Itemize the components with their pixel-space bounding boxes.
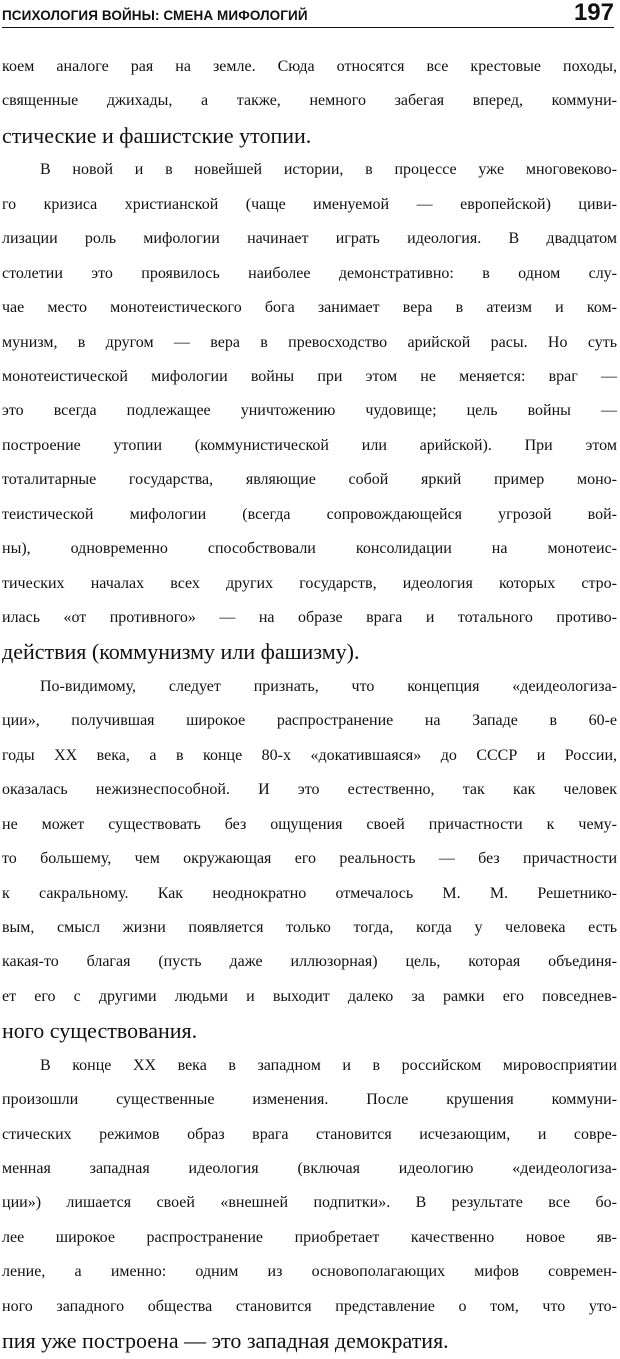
text-line: мунизм, в другом — вера в превосходство арийской расы. Но суть bbox=[2, 333, 617, 351]
text-line: священные джихады, а также, немного забегая вперед, коммуни- bbox=[2, 92, 617, 110]
text-line: коем аналоге рая на земле. Сюда относятся все крестовые походы, bbox=[2, 58, 617, 75]
text-line: теистической мифологии (всегда сопровождающейся угрозой вой- bbox=[2, 505, 617, 523]
text-line: вым, смысл жизни появляется только тогда, когда у человека есть bbox=[2, 918, 617, 936]
text-line: тических началах всех других государств, идеология которых стро- bbox=[2, 574, 617, 592]
text-line: стических режимов образ врага становится исчезающим, и совре- bbox=[2, 1125, 617, 1143]
text-line: ление, а именно: одним из основополагающих мифов современ- bbox=[2, 1263, 617, 1281]
text-line: В новой и в новейшей истории, в процессе уже многовеково- bbox=[40, 161, 617, 179]
text-line: оказалась нежизнеспособной. И это естественно, так как человек bbox=[2, 781, 617, 799]
text-line: По-видимому, следует признать, что концепция «деидеологиза- bbox=[40, 677, 617, 695]
text-line: чае место монотеистического бога занимает вера в атеизм и ком- bbox=[2, 299, 617, 317]
text-line: лизации роль мифологии начинает играть идеология. В двадцатом bbox=[2, 230, 617, 248]
text-line: менная западная идеология (включая идеологию «деидеологиза- bbox=[2, 1160, 617, 1177]
text-line: илась «от противного» — на образе врага и тотального противо- bbox=[2, 609, 617, 626]
text-line: произошли существенные изменения. После крушения коммуни- bbox=[2, 1091, 617, 1109]
text-line: какая-то благая (пусть даже иллюзорная) цель, которая объединя- bbox=[2, 953, 617, 971]
text-line: ет его с другими людьми и выходит далеко за рамки его повседнев- bbox=[2, 987, 617, 1005]
running-head: ПСИХОЛОГИЯ ВОЙНЫ: СМЕНА МИФОЛОГИЙ bbox=[2, 8, 308, 23]
text-line: ного западного общества становится представление о том, что уто- bbox=[2, 1297, 617, 1315]
text-line: столетии это проявилось наиболее демонстративно: в одном слу- bbox=[2, 264, 617, 282]
text-line: это всегда подлежащее уничтожению чудовище; цель войны — bbox=[2, 402, 617, 420]
text-line: ции», получившая широкое распространение на Западе в 60-е bbox=[2, 712, 617, 730]
text-line: годы XX века, а в конце 80-х «докатившаяся» до СССР и России, bbox=[2, 746, 617, 764]
text-line: то большему, чем окружающая его реальность — без причастности bbox=[2, 850, 617, 868]
page-number: 197 bbox=[573, 0, 614, 26]
text-line: к сакральному. Как неоднократно отмечалось М. М. Решетнико- bbox=[2, 884, 617, 902]
text-line: пия уже построена — это западная демократия. bbox=[2, 1328, 449, 1354]
text-line: го кризиса христианской (чаще именуемой — европейской) циви- bbox=[2, 195, 617, 213]
text-line: монотеистической мифологии войны при этом не меняется: враг — bbox=[2, 367, 617, 385]
text-line: построение утопии (коммунистической или арийской). При этом bbox=[2, 436, 617, 454]
text-line: стические и фашистские утопии. bbox=[2, 122, 312, 148]
text-line: не может существовать без ощущения своей причастности к чему- bbox=[2, 815, 617, 833]
text-line: действия (коммунизму или фашизму). bbox=[2, 639, 360, 665]
text-line: В конце XX века в западном и в российском мировосприятии bbox=[40, 1056, 617, 1074]
text-line: ны), одновременно способствовали консолидации на монотеис- bbox=[2, 540, 617, 558]
text-line: лее широкое распространение приобретает качественно новое яв- bbox=[2, 1228, 617, 1246]
page-header bbox=[2, 0, 614, 28]
text-line: тоталитарные государства, являющие собой яркий пример моно- bbox=[2, 471, 617, 489]
text-line: ции») лишается своей «внешней подпитки». В результате все бо- bbox=[2, 1194, 617, 1212]
body-text bbox=[2, 50, 617, 1359]
text-line: ного существования. bbox=[2, 1018, 198, 1044]
